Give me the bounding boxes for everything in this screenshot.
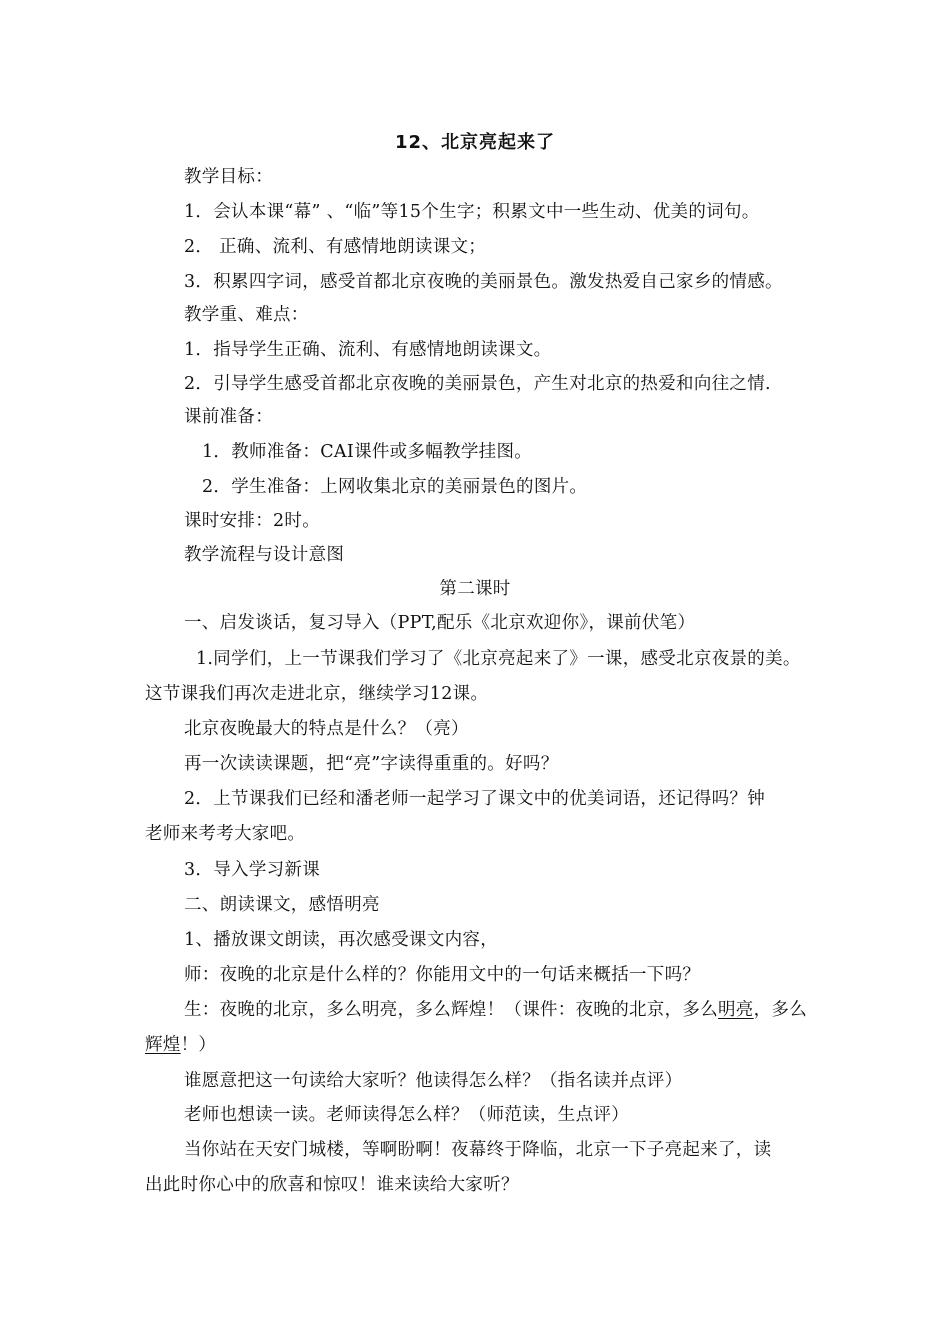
prep-1: 1．教师准备：CAI课件或多幅教学挂图。 — [202, 442, 533, 462]
goal-2: 2． 正确、流利、有感情地朗读课文； — [184, 237, 487, 257]
prep-heading: 课前准备： — [184, 407, 273, 427]
student-answer-end: ！） — [180, 1035, 217, 1055]
goal-3: 3．积累四字词，感受首都北京夜晚的美丽景色。激发热爱自己家乡的情感。 — [184, 272, 783, 292]
part1-paragraph1-line2: 这节课我们再次走进北京，继续学习12课。 — [145, 684, 489, 704]
part1-heading: 一、启发谈话，复习导入（PPT,配乐《北京欢迎你》，课前伏笔） — [184, 613, 696, 633]
teacher-read-prompt: 老师也想读一读。老师读得怎么样？（师范读，生点评） — [184, 1105, 629, 1125]
session-heading: 第二课时 — [439, 579, 511, 599]
tiananmen-line2: 出此时你心中的欣喜和惊叹！谁来读给大家听？ — [145, 1175, 519, 1195]
part1-paragraph1-line1: 1.同学们，上一节课我们学习了《北京亮起来了》一课，感受北京夜景的美。 — [196, 649, 801, 669]
goals-heading: 教学目标： — [184, 167, 273, 187]
part1-paragraph3: 3．导入学习新课 — [184, 860, 321, 880]
who-read-prompt: 谁愿意把这一句读给大家听？他读得怎么样？（指名读并点评） — [184, 1071, 683, 1091]
student-answer-connector: ，多么 — [753, 1000, 808, 1020]
underlined-word-huihuang: 辉煌 — [145, 1035, 181, 1055]
student-answer-text: 生：夜晚的北京，多么明亮，多么辉煌！（课件：夜晚的北京，多么 — [184, 1000, 718, 1020]
student-answer-line2 — [145, 1033, 216, 1057]
keypoint-2: 2．引导学生感受首都北京夜晚的美丽景色，产生对北京的热爱和向往之情. — [184, 374, 771, 394]
student-answer-line1 — [184, 998, 807, 1022]
goal-1: 1．会认本课“幕” 、“临”等15个生字；积累文中一些生动、优美的词句。 — [184, 202, 760, 222]
part2-heading: 二、朗读课文，感悟明亮 — [184, 895, 380, 915]
document-title: 12、北京亮起来了 — [394, 132, 556, 153]
prep-2: 2．学生准备：上网收集北京的美丽景色的图片。 — [202, 477, 588, 497]
part1-paragraph2-line2: 老师来考考大家吧。 — [145, 824, 306, 844]
underlined-word-mingliang: 明亮 — [718, 1000, 754, 1020]
flow-heading: 教学流程与设计意图 — [184, 545, 345, 565]
teacher-question: 师：夜晚的北京是什么样的？你能用文中的一句话来概括一下吗？ — [184, 965, 701, 985]
part2-paragraph1: 1、播放课文朗读，再次感受课文内容， — [184, 930, 499, 950]
part1-question: 北京夜晚最大的特点是什么？（亮） — [184, 719, 469, 739]
part1-paragraph2-line1: 2．上节课我们已经和潘老师一起学习了课文中的优美词语，还记得吗？钟 — [184, 789, 766, 809]
keypoints-heading: 教学重、难点： — [184, 305, 309, 325]
tiananmen-line1: 当你站在天安门城楼，等啊盼啊！夜幕终于降临，北京一下子亮起来了，读 — [184, 1140, 772, 1160]
keypoint-1: 1．指导学生正确、流利、有感情地朗读课文。 — [184, 340, 552, 360]
part1-read-title: 再一次读读课题，把“亮”字读得重重的。好吗？ — [184, 754, 559, 774]
schedule: 课时安排：2时。 — [184, 511, 321, 531]
